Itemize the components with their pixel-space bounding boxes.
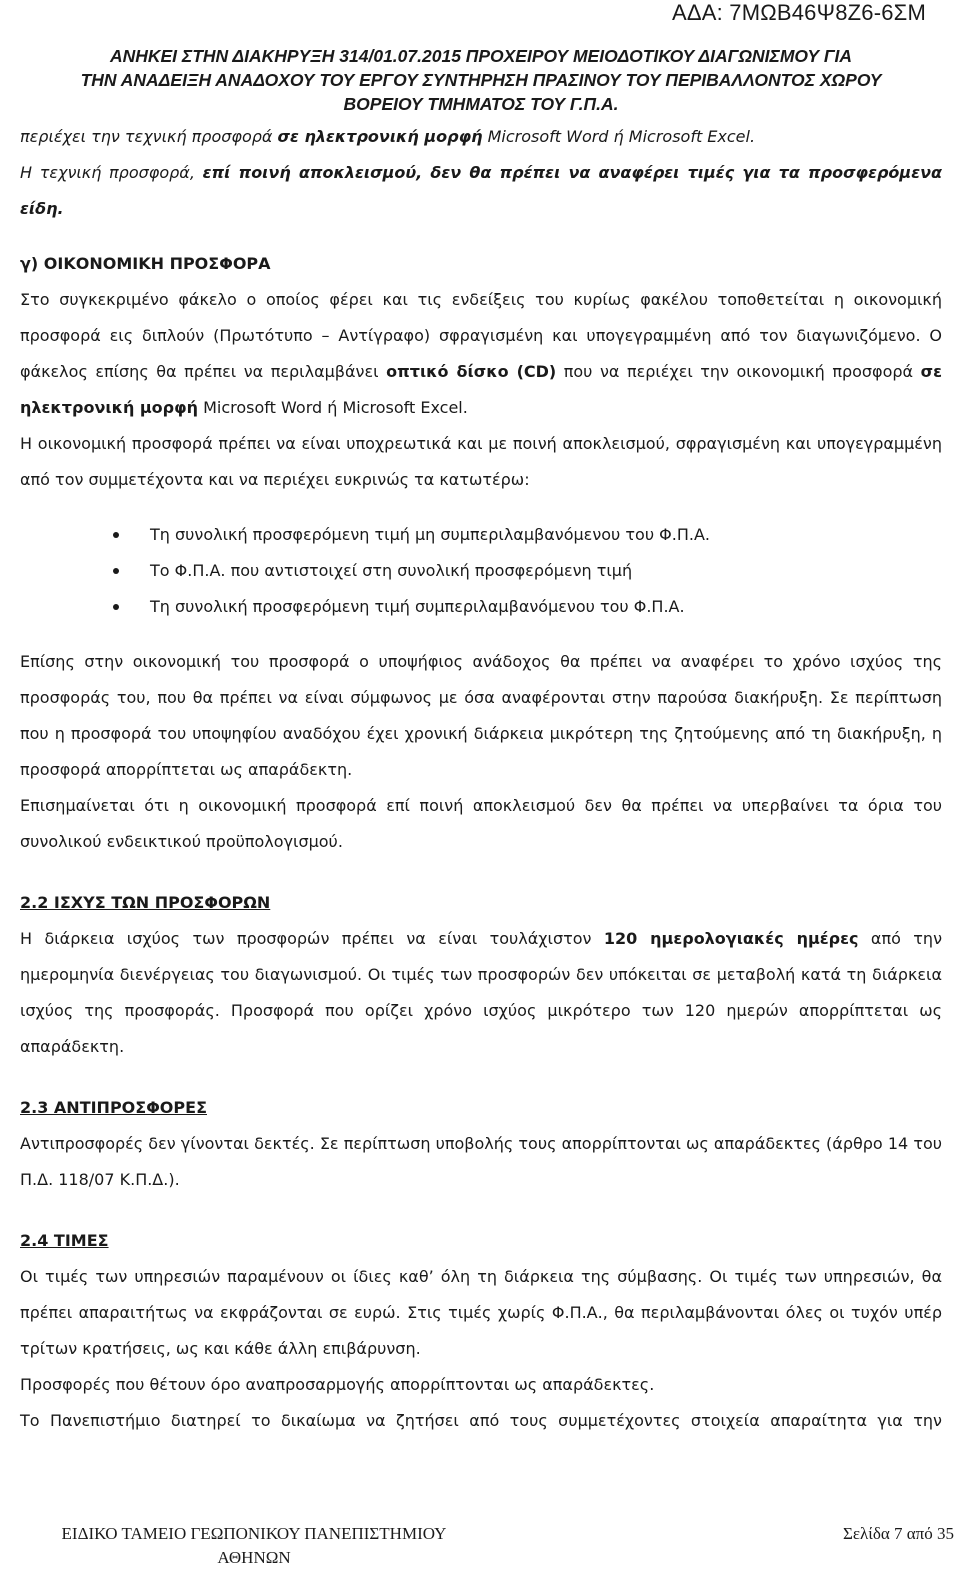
prices-paragraph-1: Οι τιμές των υπηρεσιών παραμένουν οι ίδιες καθ’ όλη τη διάρκεια της σύμβασης. Οι τιμές των υπηρεσιών, θα πρέπει απαραιτήτως να εκφράζονται σε ευρώ. Στις τιμές χωρίς Φ.Π.Α., θα περιλαμβάνονται όλες οι τυχόν υπέρ τρίτων κρατήσεις, ως και κάθε άλλη επιβάρυνση. (20, 1267, 942, 1358)
counter-offers-title: 2.3 ΑΝΤΙΠΡΟΣΦΟΡΕΣ (20, 1098, 207, 1117)
financial-requirements-list (20, 517, 942, 625)
prices-title: 2.4 ΤΙΜΕΣ (20, 1231, 109, 1250)
intro-paragraph-2: Η τεχνική προσφορά, επί ποινή αποκλεισμού, δεν θα πρέπει να αναφέρει τιμές για τα προσφερόμενα είδη. (20, 163, 942, 218)
financial-paragraph-3: Επίσης στην οικονομική του προσφορά ο υποψήφιος ανάδοχος θα πρέπει να αναφέρει το χρόνο ισχύος της προσφοράς του, που θα πρέπει να είναι σύμφωνος με όσα αναφέρονται στην παρούσα διακήρυξη. Σε περίπτωση που η προσφορά του υποψηφίου αναδόχου έχει χρονική διάρκεια μικρότερη της ζητούμενης από τη διακήρυξη, η προσφορά απορρίπτεται ως απαράδεκτη. (20, 652, 942, 779)
list-item: Τη συνολική προσφερόμενη τιμή μη συμπεριλαμβανόμενου του Φ.Π.Α. (20, 517, 942, 553)
ada-code: ΑΔΑ: 7ΜΩΒ46Ψ8Ζ6-6ΣΜ (672, 0, 926, 25)
financial-paragraph-4: Επισημαίνεται ότι η οικονομική προσφορά επί ποινή αποκλεισμού δεν θα πρέπει να υπερβαίνει τα όρια του συνολικού ενδεικτικού προϋπολογισμού. (20, 796, 942, 851)
header-line-3: ΒΟΡΕΙΟΥ ΤΜΗΜΑΤΟΣ ΤΟΥ Γ.Π.Α. (343, 94, 619, 114)
financial-offer-title: γ) ΟΙΚΟΝΟΜΙΚΗ ΠΡΟΣΦΟΡΑ (20, 254, 271, 273)
list-item: Το Φ.Π.Α. που αντιστοιχεί στη συνολική προσφερόμενη τιμή (20, 553, 942, 589)
counter-offers-paragraph: Αντιπροσφορές δεν γίνονται δεκτές. Σε περίπτωση υποβολής τους απορρίπτονται ως απαράδεκτες (άρθρο 14 του Π.Δ. 118/07 Κ.Π.Δ.). (20, 1134, 942, 1189)
intro-paragraph-1: περιέχει την τεχνική προσφορά σε ηλεκτρονική μορφή Microsoft Word ή Microsoft Excel. (20, 127, 756, 146)
financial-paragraph-1: Στο συγκεκριμένο φάκελο ο οποίος φέρει και τις ενδείξεις του κυρίως φακέλου τοποθετείται η οικονομική προσφορά εις διπλούν (Πρωτότυπο – Αντίγραφο) σφραγισμένη και υπογεγραμμένη από τον διαγωνιζόμενο. Ο φάκελος επίσης θα πρέπει να περιλαμβάνει οπτικό δίσκο (CD) που να περιέχει την οικονομική προσφορά σε ηλεκτρονική μορφή Microsoft Word ή Microsoft Excel. (20, 290, 943, 417)
footer-institution: ΕΙΔΙΚΟ ΤΑΜΕΙΟ ΓΕΩΠΟΝΙΚΟΥ ΠΑΝΕΠΙΣΤΗΜΙΟΥ ΑΘΗΝΩΝ (61, 1524, 447, 1567)
header-line-2: ΤΗΝ ΑΝΑΔΕΙΞΗ ΑΝΑΔΟΧΟΥ ΤΟΥ ΕΡΓΟΥ ΣΥΝΤΗΡΗΣΗ ΠΡΑΣΙΝΟΥ ΤΟΥ ΠΕΡΙΒΑΛΛΟΝΤΟΣ ΧΩΡΟΥ (80, 70, 882, 90)
list-item: Τη συνολική προσφερόμενη τιμή συμπεριλαμβανόμενου του Φ.Π.Α. (20, 589, 942, 625)
prices-paragraph-2: Προσφορές που θέτουν όρο αναπροσαρμογής απορρίπτονται ως απαράδεκτες. (20, 1375, 655, 1394)
header-line-1: ΑΝΗΚΕΙ ΣΤΗΝ ΔΙΑΚΗΡΥΞΗ 314/01.07.2015 ΠΡΟΧΕΙΡΟΥ ΜΕΙΟΔΟΤΙΚΟΥ ΔΙΑΓΩΝΙΣΜΟΥ ΓΙΑ (109, 46, 853, 66)
document-header (20, 44, 942, 116)
financial-paragraph-2: Η οικονομική προσφορά πρέπει να είναι υποχρεωτικά και με ποινή αποκλεισμού, σφραγισμένη και υπογεγραμμένη από τον συμμετέχοντα και να περιέχει ευκρινώς τα κατωτέρω: (20, 434, 942, 489)
document-body (20, 119, 942, 1439)
prices-paragraph-3: Το Πανεπιστήμιο διατηρεί το δικαίωμα να ζητήσει από τους συμμετέχοντες στοιχεία απαραίτητα για την (20, 1411, 942, 1430)
validity-paragraph: Η διάρκεια ισχύος των προσφορών πρέπει να είναι τουλάχιστον 120 ημερολογιακές ημέρες από την ημερομηνία διενέργειας του διαγωνισμού. Οι τιμές των προσφορών δεν υπόκειται σε μεταβολή κατά τη διάρκεια ισχύος της προσφοράς. Προσφορά που ορίζει χρόνο ισχύος μικρότερο των 120 ημερών απορρίπτεται ως απαράδεκτη. (20, 929, 943, 1056)
page-number: Σελίδα 7 από 35 (842, 1524, 954, 1543)
validity-title: 2.2 ΙΣΧΥΣ ΤΩΝ ΠΡΟΣΦΟΡΩΝ (20, 893, 271, 912)
